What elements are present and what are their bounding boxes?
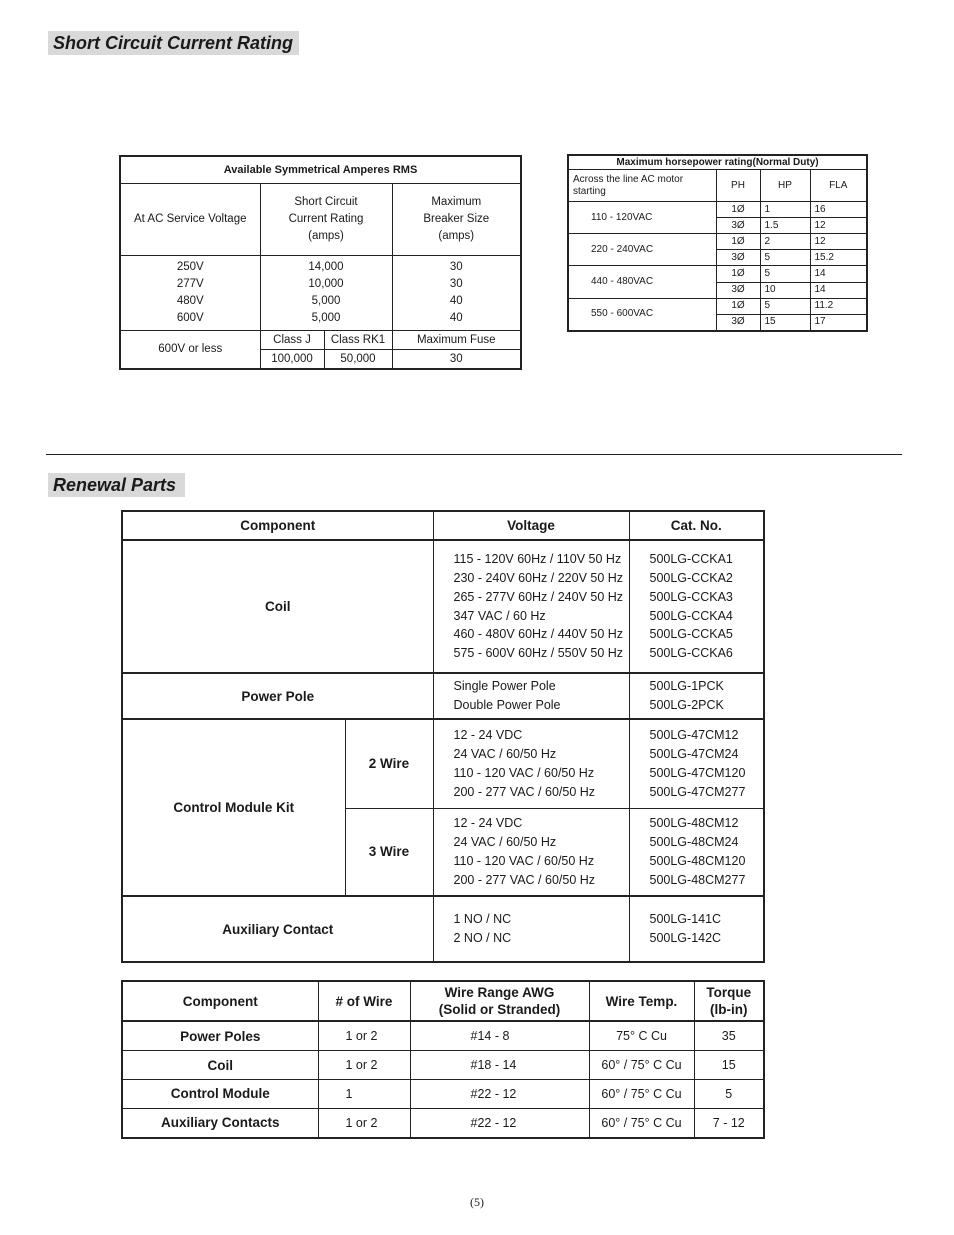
wire-header-num: # of Wire [318, 981, 410, 1021]
sccr-voltages: 250V 277V 480V 600V [120, 256, 260, 331]
hp-ph: 3Ø [716, 250, 760, 266]
hp-header-starting: Across the line AC motor starting [568, 170, 716, 202]
hp-header-hp: HP [760, 170, 810, 202]
wire-row-num: 1 or 2 [318, 1021, 410, 1051]
sccr-class-rk1-value: 50,000 [324, 350, 392, 369]
hp-ph: 1Ø [716, 202, 760, 218]
sccr-ratings: 14,000 10,000 5,000 5,000 [260, 256, 392, 331]
hp-fla: 14 [810, 266, 867, 282]
parts-3wire-voltages: 12 - 24 VDC 24 VAC / 60/50 Hz 110 - 120 VAC / 60/50 Hz 200 - 277 VAC / 60/50 Hz [433, 808, 629, 896]
parts-coil-cats: 500LG-CCKA1 500LG-CCKA2 500LG-CCKA3 500LG-CCKA4 500LG-CCKA5 500LG-CCKA6 [629, 540, 764, 673]
hp-header-fla: FLA [810, 170, 867, 202]
parts-control-label: Control Module Kit [122, 719, 345, 896]
wire-row-temp: 75° C Cu [589, 1021, 694, 1051]
hp-ph: 1Ø [716, 234, 760, 250]
sccr-table [119, 155, 522, 370]
parts-aux-cats: 500LG-141C 500LG-142C [629, 896, 764, 962]
sccr-table-title: Available Symmetrical Amperes RMS [120, 156, 521, 184]
hp-hp: 1.5 [760, 218, 810, 234]
parts-header-voltage: Voltage [433, 511, 629, 540]
hp-row-voltage: 440 - 480VAC [568, 266, 716, 298]
sccr-breakers: 30 30 40 40 [392, 256, 521, 331]
wire-row-component: Coil [122, 1051, 318, 1080]
hp-hp: 10 [760, 282, 810, 298]
hp-table-title: Maximum horsepower rating(Normal Duty) [568, 155, 867, 170]
wire-row-num: 1 [318, 1079, 410, 1108]
hp-fla: 12 [810, 234, 867, 250]
sccr-fuse-voltage: 600V or less [120, 331, 260, 369]
parts-header-component: Component [122, 511, 433, 540]
hp-row-voltage: 550 - 600VAC [568, 298, 716, 331]
parts-3wire-label: 3 Wire [345, 808, 433, 896]
hp-header-ph: PH [716, 170, 760, 202]
sccr-header-breaker: Maximum Breaker Size (amps) [392, 184, 521, 256]
wire-header-component: Component [122, 981, 318, 1021]
sccr-max-fuse-value: 30 [392, 350, 521, 369]
wire-row-range: #18 - 14 [410, 1051, 589, 1080]
page-number: (5) [470, 1195, 484, 1209]
sccr-max-fuse: Maximum Fuse [392, 331, 521, 350]
hp-hp: 15 [760, 314, 810, 331]
parts-aux-label: Auxiliary Contact [122, 896, 433, 962]
hp-fla: 14 [810, 282, 867, 298]
hp-ph: 3Ø [716, 314, 760, 331]
hp-fla: 17 [810, 314, 867, 331]
wire-spec-table [121, 980, 765, 1139]
wire-row-torque: 15 [694, 1051, 764, 1080]
sccr-class-j-value: 100,000 [260, 350, 324, 369]
hp-hp: 5 [760, 298, 810, 314]
hp-row-voltage: 110 - 120VAC [568, 202, 716, 234]
wire-row-range: #14 - 8 [410, 1021, 589, 1051]
parts-coil-label: Coil [122, 540, 433, 673]
hp-fla: 16 [810, 202, 867, 218]
sccr-class-j: Class J [260, 331, 324, 350]
renewal-section-title: Renewal Parts [48, 473, 185, 497]
hp-fla: 15.2 [810, 250, 867, 266]
hp-fla: 12 [810, 218, 867, 234]
wire-header-range: Wire Range AWG (Solid or Stranded) [410, 981, 589, 1021]
parts-3wire-cats: 500LG-48CM12 500LG-48CM24 500LG-48CM120 500LG-48CM277 [629, 808, 764, 896]
renewal-parts-table [121, 510, 765, 963]
sccr-class-rk1: Class RK1 [324, 331, 392, 350]
wire-row-torque: 7 - 12 [694, 1108, 764, 1138]
hp-ph: 1Ø [716, 266, 760, 282]
wire-row-temp: 60° / 75° C Cu [589, 1079, 694, 1108]
wire-row-range: #22 - 12 [410, 1108, 589, 1138]
hp-hp: 2 [760, 234, 810, 250]
wire-row-temp: 60° / 75° C Cu [589, 1108, 694, 1138]
parts-power-pole-voltages: Single Power Pole Double Power Pole [433, 673, 629, 719]
hp-hp: 1 [760, 202, 810, 218]
hp-hp: 5 [760, 266, 810, 282]
wire-row-component: Power Poles [122, 1021, 318, 1051]
sccr-section-title: Short Circuit Current Rating [48, 31, 299, 55]
hp-ph: 3Ø [716, 218, 760, 234]
wire-row-num: 1 or 2 [318, 1051, 410, 1080]
wire-row-num: 1 or 2 [318, 1108, 410, 1138]
section-divider [46, 454, 902, 455]
wire-row-range: #22 - 12 [410, 1079, 589, 1108]
wire-row-temp: 60° / 75° C Cu [589, 1051, 694, 1080]
parts-2wire-cats: 500LG-47CM12 500LG-47CM24 500LG-47CM120 500LG-47CM277 [629, 719, 764, 808]
hp-ph: 1Ø [716, 298, 760, 314]
parts-2wire-label: 2 Wire [345, 719, 433, 808]
parts-coil-voltages: 115 - 120V 60Hz / 110V 50 Hz 230 - 240V 60Hz / 220V 50 Hz 265 - 277V 60Hz / 240V 50 Hz 347 VAC / 60 Hz 460 - 480V 60Hz / 440V 50 Hz 575 - 600V 60Hz / 550V 50 Hz [433, 540, 629, 673]
hp-hp: 5 [760, 250, 810, 266]
parts-power-pole-cats: 500LG-1PCK 500LG-2PCK [629, 673, 764, 719]
wire-row-torque: 35 [694, 1021, 764, 1051]
parts-aux-voltages: 1 NO / NC 2 NO / NC [433, 896, 629, 962]
parts-2wire-voltages: 12 - 24 VDC 24 VAC / 60/50 Hz 110 - 120 VAC / 60/50 Hz 200 - 277 VAC / 60/50 Hz [433, 719, 629, 808]
wire-row-component: Auxiliary Contacts [122, 1108, 318, 1138]
parts-header-cat: Cat. No. [629, 511, 764, 540]
wire-row-torque: 5 [694, 1079, 764, 1108]
wire-header-temp: Wire Temp. [589, 981, 694, 1021]
hp-ph: 3Ø [716, 282, 760, 298]
parts-power-pole-label: Power Pole [122, 673, 433, 719]
hp-fla: 11.2 [810, 298, 867, 314]
hp-row-voltage: 220 - 240VAC [568, 234, 716, 266]
sccr-header-rating: Short Circuit Current Rating (amps) [260, 184, 392, 256]
wire-header-torque: Torque (lb-in) [694, 981, 764, 1021]
wire-row-component: Control Module [122, 1079, 318, 1108]
sccr-header-voltage: At AC Service Voltage [120, 184, 260, 256]
hp-rating-table [567, 154, 868, 332]
